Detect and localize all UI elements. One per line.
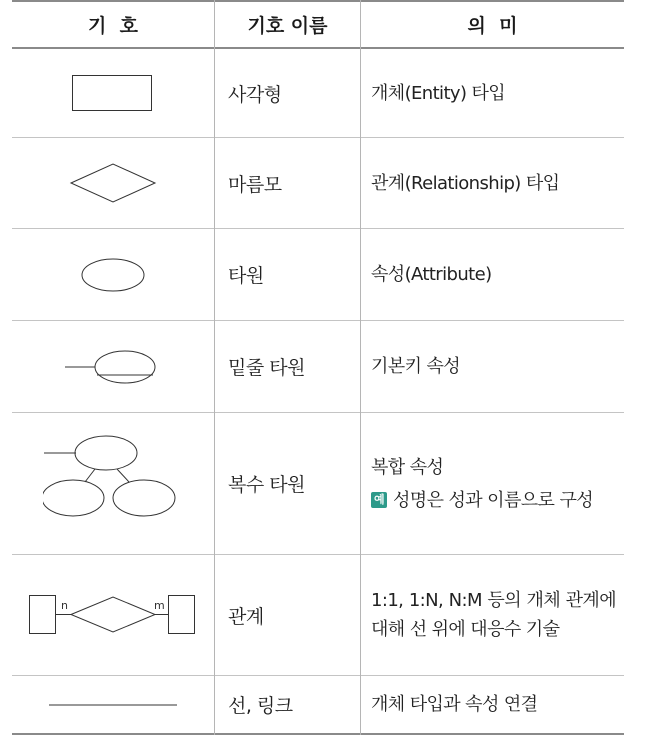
rectangle-symbol-icon [68,73,158,113]
line-symbol-icon [48,700,178,710]
example-badge: 예 [371,492,387,508]
symbol-name: 선, 링크 [228,695,293,717]
table-row [12,49,624,137]
multiple-ellipse-symbol-icon [43,434,183,534]
ellipse-symbol-icon [78,255,148,295]
example-line [371,486,593,515]
symbol-name: 관계 [228,605,264,628]
symbol-name: 마름모 [228,173,282,196]
symbol-meaning: 개체 타입과 속성 연결 [371,694,538,715]
symbol-meaning: 관계(Relationship) 타입 [371,172,560,194]
underlined-ellipse-symbol-icon [63,347,163,387]
relationship-symbol-icon [28,594,198,636]
cardinality-label-left: n [61,599,68,612]
diamond-symbol-icon [67,161,159,205]
table-row [12,676,624,733]
header-meaning: 의 미 [467,14,518,37]
table-row [12,555,624,675]
symbol-meaning: 1:1, 1:N, N:M 등의 개체 관계에 대해 선 위에 대응수 기술 [371,590,616,640]
symbol-name: 밑줄 타원 [228,357,305,379]
header-name: 기호 이름 [247,14,328,37]
symbol-meaning: 복합 속성 [371,456,444,478]
table-row [12,229,624,320]
symbol-meaning: 기본키 속성 [371,356,461,377]
symbol-meaning: 속성(Attribute) [371,264,492,285]
symbol-name: 타원 [228,265,264,287]
symbol-meaning: 개체(Entity) 타입 [371,82,506,104]
table-row [12,413,624,554]
er-symbol-table [12,0,624,738]
cardinality-label-right: m [154,599,165,612]
symbol-name: 복수 타원 [228,474,305,496]
example-text: 성명은 성과 이름으로 구성 [393,489,594,511]
header-symbol: 기 호 [88,14,138,37]
symbol-name: 사각형 [228,83,282,106]
bottom-rule [12,733,624,735]
table-row [12,138,624,228]
table-row [12,321,624,412]
